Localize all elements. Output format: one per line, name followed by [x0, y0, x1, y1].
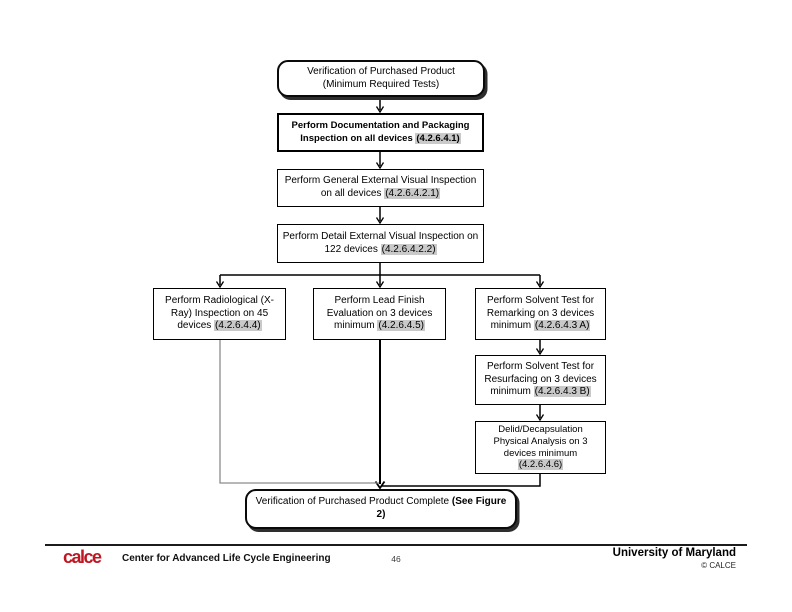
footer-divider [45, 544, 747, 546]
clause-ref: (4.2.6.4.4) [215, 320, 261, 332]
footer-institution: University of Maryland [612, 547, 736, 559]
general-visual-inspection-node [277, 169, 484, 207]
page-number: 46 [391, 554, 401, 564]
footer-org-name: Center for Advanced Life Cycle Engineering [122, 553, 331, 564]
complete-node [245, 489, 517, 529]
calce-logo: calce [63, 547, 101, 567]
radiological-inspection-node [153, 288, 286, 340]
start-node [277, 60, 485, 97]
lead-finish-evaluation-label: Perform Lead Finish Evaluation on 3 devices minimum (4.2.6.4.5) [326, 294, 433, 332]
clause-ref: (4.2.6.4.2.1) [385, 188, 440, 199]
start-node-label: Verification of Purchased Product (Minimum Required Tests) [307, 65, 455, 90]
detail-visual-inspection-node [277, 224, 484, 263]
solvent-test-resurfacing-node [475, 355, 606, 405]
delid-decapsulation-node [475, 421, 606, 474]
clause-ref: (4.2.6.4.2.2) [381, 243, 436, 255]
footer-copyright: © CALCE [701, 561, 736, 570]
detail-visual-inspection-label: Perform Detail External Visual Inspection on 122 devices (4.2.6.4.2.2) [282, 230, 479, 255]
lead-finish-evaluation-node [313, 288, 446, 340]
connector-delid-to-merge [381, 474, 540, 486]
connector-radiological-to-merge [220, 340, 379, 483]
solvent-test-remarking-node [475, 288, 606, 340]
complete-node-label: Verification of Purchased Product Complete (See Figure 2) [255, 496, 507, 520]
see-figure-ref: (See Figure 2) [376, 496, 507, 520]
clause-ref: (4.2.6.4.1) [416, 132, 460, 144]
general-visual-inspection-label: Perform General External Visual Inspection on all devices (4.2.6.4.2.1) [284, 175, 477, 199]
solvent-test-remarking-label: Perform Solvent Test for Remarking on 3 devices minimum (4.2.6.4.3 A) [486, 294, 595, 332]
delid-decapsulation-label: Delid/Decapsulation Physical Analysis on 3 devices minimum (4.2.6.4.6) [493, 423, 588, 471]
clause-ref: (4.2.6.4.3 A) [534, 320, 590, 332]
doc-packaging-inspection-node [277, 113, 484, 152]
clause-ref: (4.2.6.4.6) [518, 459, 563, 471]
radiological-inspection-label: Perform Radiological (X-Ray) Inspection on 45 devices (4.2.6.4.4) [165, 294, 274, 332]
clause-ref: (4.2.6.4.3 B) [534, 386, 590, 398]
doc-packaging-inspection-label: Perform Documentation and Packaging Inspection on all devices (4.2.6.4.1) [291, 120, 470, 144]
clause-ref: (4.2.6.4.5) [378, 320, 424, 332]
solvent-test-resurfacing-label: Perform Solvent Test for Resurfacing on 3 devices minimum (4.2.6.4.3 B) [484, 360, 597, 398]
